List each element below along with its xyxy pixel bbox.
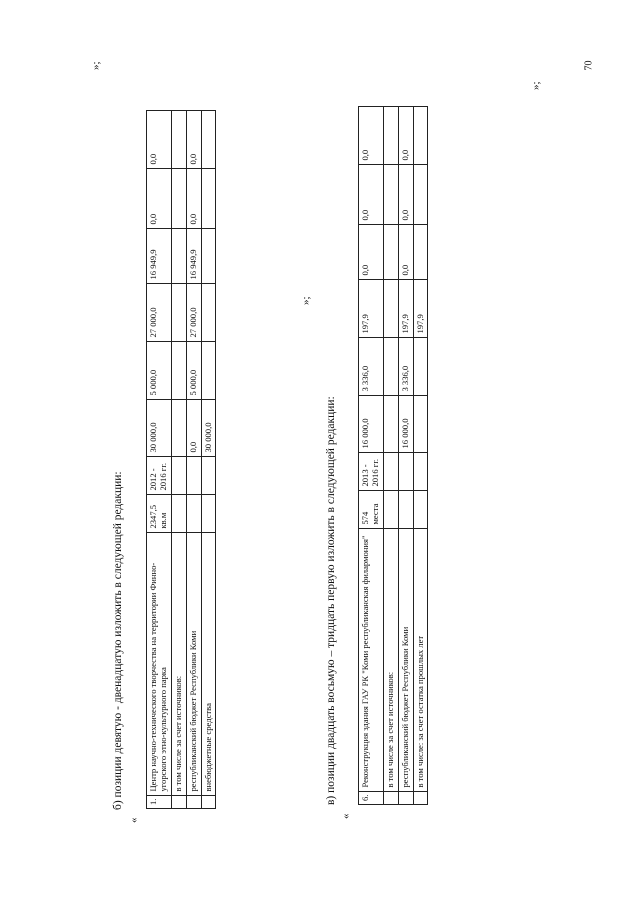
table-cell-capacity	[171, 494, 186, 532]
table-cell-v3	[383, 279, 398, 337]
table-cell-capacity	[413, 490, 428, 528]
table-cell-v1: 0,0	[186, 399, 201, 456]
table-cell-capacity	[398, 490, 413, 528]
table-cell-period: 2012 - 2016 гг.	[147, 456, 172, 494]
table-cell-v2: 3 336,0	[359, 337, 384, 395]
table-cell-v5	[413, 164, 428, 224]
table-cell-period	[413, 452, 428, 490]
table-cell-v6: 0,0	[359, 106, 384, 164]
table-cell-v1: 16 000,0	[398, 395, 413, 452]
table-cell-n: 1.	[147, 795, 172, 808]
table-cell-v6	[201, 110, 216, 168]
table-cell-capacity: 574 места	[359, 490, 384, 528]
table-cell-capacity	[186, 494, 201, 532]
table-cell-v3	[201, 283, 216, 341]
table-cell-v4: 0,0	[398, 224, 413, 279]
table-cell-capacity	[383, 490, 398, 528]
table-cell-v3: 197,9	[398, 279, 413, 337]
section-c-table-body	[359, 106, 428, 804]
table-cell-v4	[383, 224, 398, 279]
section-b-table	[146, 110, 216, 809]
table-cell-capacity	[201, 494, 216, 532]
table-cell-v6	[383, 106, 398, 164]
table-cell-period	[383, 452, 398, 490]
section-c-caption: в) позиции двадцать восьмую – тридцать первую изложить в следующей редакции:	[325, 396, 337, 805]
table-cell-n	[383, 791, 398, 804]
table-cell-v5	[201, 168, 216, 228]
table-cell-v5: 0,0	[398, 164, 413, 224]
table-cell-v5: 0,0	[186, 168, 201, 228]
table-cell-period	[201, 456, 216, 494]
table-cell-v4: 0,0	[359, 224, 384, 279]
table-row	[398, 106, 413, 804]
table-cell-v3: 197,9	[413, 279, 428, 337]
table-cell-v6	[171, 110, 186, 168]
table-cell-v6: 0,0	[147, 110, 172, 168]
table-row	[383, 106, 398, 804]
table-cell-n	[398, 791, 413, 804]
table-cell-v4: 16 949,9	[147, 228, 172, 283]
table-cell-v2: 3 336,0	[398, 337, 413, 395]
table-row	[359, 106, 384, 804]
table-cell-v3: 27 000,0	[147, 283, 172, 341]
table-cell-n	[186, 795, 201, 808]
table-row	[186, 110, 201, 808]
table-cell-capacity: 2347,5 кв.м	[147, 494, 172, 532]
section-c-close-quote: »;	[530, 81, 542, 90]
section-b-table-body	[147, 110, 216, 808]
table-cell-v6: 0,0	[398, 106, 413, 164]
table-cell-period	[398, 452, 413, 490]
table-cell-name: республиканский бюджет Республики Коми	[398, 528, 413, 791]
table-cell-name: республиканский бюджет Республики Коми	[186, 532, 201, 795]
section-b-open-quote: «	[128, 817, 140, 823]
table-cell-name: внебюджетные средства	[201, 532, 216, 795]
table-cell-v2	[171, 341, 186, 399]
table-cell-name: в том числе за счет источников:	[171, 532, 186, 795]
table-cell-period	[186, 456, 201, 494]
table-cell-name: Реконструкция здания ГАУ РК "Коми республиканская филармония"	[359, 528, 384, 791]
table-cell-name: в том числе за счет источников:	[383, 528, 398, 791]
table-cell-period: 2013 - 2016 гг.	[359, 452, 384, 490]
table-cell-v4	[201, 228, 216, 283]
table-cell-n	[413, 791, 428, 804]
page-number: 70	[583, 60, 595, 71]
table-cell-v4	[413, 224, 428, 279]
table-cell-v1	[171, 399, 186, 456]
table-cell-v2	[201, 341, 216, 399]
table-cell-v5: 0,0	[147, 168, 172, 228]
table-row	[201, 110, 216, 808]
section-b-top-close-quote: »;	[90, 61, 102, 70]
table-cell-n	[201, 795, 216, 808]
table-cell-v3	[171, 283, 186, 341]
table-cell-v4	[171, 228, 186, 283]
table-cell-v2	[383, 337, 398, 395]
table-cell-v2	[413, 337, 428, 395]
section-c-open-quote: «	[340, 813, 352, 819]
table-cell-name: в том числе: за счет остатка прошлых лет	[413, 528, 428, 791]
table-row	[171, 110, 186, 808]
table-cell-name: Центр научно-технического творчества на территории Финно-угорского этно-культурного парка	[147, 532, 172, 795]
table-cell-v2: 5 000,0	[147, 341, 172, 399]
table-cell-v6: 0,0	[186, 110, 201, 168]
table-cell-v2: 5 000,0	[186, 341, 201, 399]
table-row	[147, 110, 172, 808]
table-cell-v6	[413, 106, 428, 164]
table-cell-period	[171, 456, 186, 494]
section-b-caption: б) позиции девятую - двенадцатую изложить в следующей редакции:	[112, 471, 124, 810]
table-cell-v4: 16 949,9	[186, 228, 201, 283]
table-cell-v5	[383, 164, 398, 224]
table-row	[413, 106, 428, 804]
table-cell-v1	[383, 395, 398, 452]
table-cell-v3: 197,9	[359, 279, 384, 337]
table-cell-n: 6.	[359, 791, 384, 804]
section-c-table	[358, 106, 428, 805]
section-b-close-quote: »;	[300, 296, 312, 305]
table-cell-v5: 0,0	[359, 164, 384, 224]
table-cell-v1: 16 000,0	[359, 395, 384, 452]
table-cell-n	[171, 795, 186, 808]
table-cell-v1	[413, 395, 428, 452]
table-cell-v1: 30 000,0	[201, 399, 216, 456]
table-cell-v5	[171, 168, 186, 228]
table-cell-v3: 27 000,0	[186, 283, 201, 341]
table-cell-v1: 30 000,0	[147, 399, 172, 456]
